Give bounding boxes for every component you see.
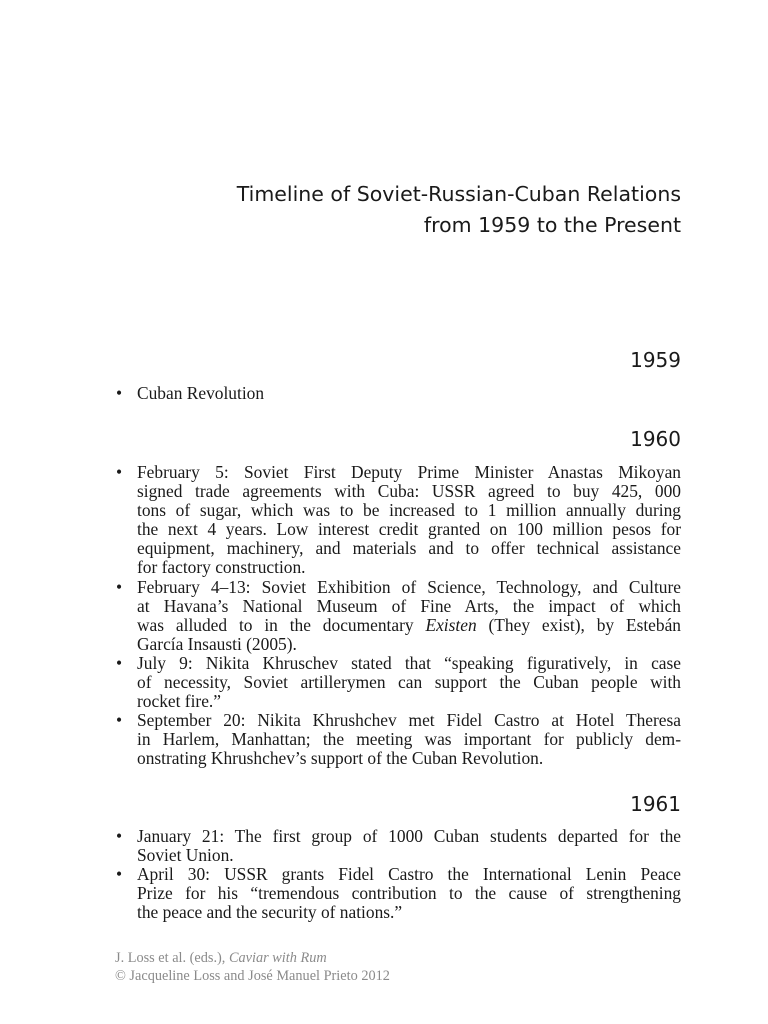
- footer-book-title: Caviar with Rum: [228, 950, 327, 966]
- bullet-marker: •: [116, 462, 123, 482]
- entry-line: April 30: USSR grants Fidel Castro the International Lenin Peace: [137, 864, 681, 885]
- bullet-marker: •: [116, 383, 123, 403]
- timeline-entry: [115, 384, 681, 403]
- timeline-list-1960: [115, 463, 681, 769]
- timeline-entry: [115, 827, 681, 865]
- entry-line: February 5: Soviet First Deputy Prime Minister Anastas Mikoyan: [137, 462, 681, 482]
- entry-line: García Insausti (2005).: [137, 633, 297, 654]
- timeline-list-1961: [115, 827, 681, 922]
- entry-line: July 9: Nikita Khruschev stated that “speaking figuratively, in case: [137, 652, 681, 673]
- copyright-footer: [115, 949, 390, 985]
- entry-line: of necessity, Soviet artillerymen can support the Cuban people with: [137, 672, 681, 693]
- timeline-list-1959: [115, 384, 681, 403]
- timeline-entry: [115, 463, 681, 578]
- entry-line: in Harlem, Manhattan; the meeting was important for publicly dem-: [137, 729, 681, 750]
- year-heading-1959: 1959: [630, 348, 681, 372]
- footer-citation-prefix: J. Loss et al. (eds.),: [115, 950, 229, 966]
- bullet-marker: •: [116, 710, 123, 731]
- entry-line: January 21: The first group of 1000 Cuban students departed for the: [137, 826, 681, 846]
- footer-citation: [115, 949, 390, 967]
- entry-line: Cuban Revolution: [137, 383, 265, 403]
- film-title: Existen: [425, 614, 477, 635]
- chapter-title-line-1: Timeline of Soviet-Russian-Cuban Relations: [236, 182, 681, 206]
- entry-line: at Havana’s National Museum of Fine Arts, the impact of which: [137, 595, 681, 616]
- timeline-entry: [115, 654, 681, 711]
- year-heading-1961: 1961: [630, 792, 681, 816]
- entry-line: for factory construction.: [137, 557, 306, 578]
- bullet-marker: •: [116, 864, 123, 885]
- entry-line: the peace and the security of nations.”: [137, 902, 403, 923]
- chapter-title: [115, 179, 681, 241]
- entry-line: onstrating Khrushchev’s support of the Cuban Revolution.: [137, 748, 544, 769]
- year-heading-1960: 1960: [630, 427, 681, 451]
- entry-line: the next 4 years. Low interest credit granted on 100 million pesos for: [137, 519, 681, 540]
- entry-line: signed trade agreements with Cuba: USSR agreed to buy 425, 000: [137, 481, 681, 502]
- entry-line: September 20: Nikita Khrushchev met Fidel Castro at Hotel Theresa: [137, 710, 681, 731]
- entry-line: equipment, machinery, and materials and to offer technical assistance: [137, 538, 681, 559]
- entry-line: Prize for his “tremendous contribution to the cause of strengthening: [137, 883, 681, 904]
- bullet-marker: •: [116, 826, 123, 846]
- entry-line: [137, 616, 681, 635]
- entry-line: Soviet Union.: [137, 845, 234, 866]
- entry-line: tons of sugar, which was to be increased to 1 million annually during: [137, 500, 681, 521]
- timeline-entry: [115, 711, 681, 768]
- bullet-marker: •: [116, 652, 123, 673]
- entry-text: (They exist), by Estebán: [476, 614, 682, 635]
- entry-line: February 4–13: Soviet Exhibition of Science, Technology, and Culture: [137, 576, 681, 597]
- entry-text: was alluded to in the documentary: [137, 614, 426, 635]
- footer-copyright: © Jacqueline Loss and José Manuel Prieto 2012: [115, 968, 390, 984]
- chapter-title-line-2: from 1959 to the Present: [423, 213, 681, 237]
- bullet-marker: •: [116, 576, 123, 597]
- entry-line: rocket fire.”: [137, 691, 221, 712]
- timeline-entry: [115, 578, 681, 654]
- timeline-entry: [115, 865, 681, 922]
